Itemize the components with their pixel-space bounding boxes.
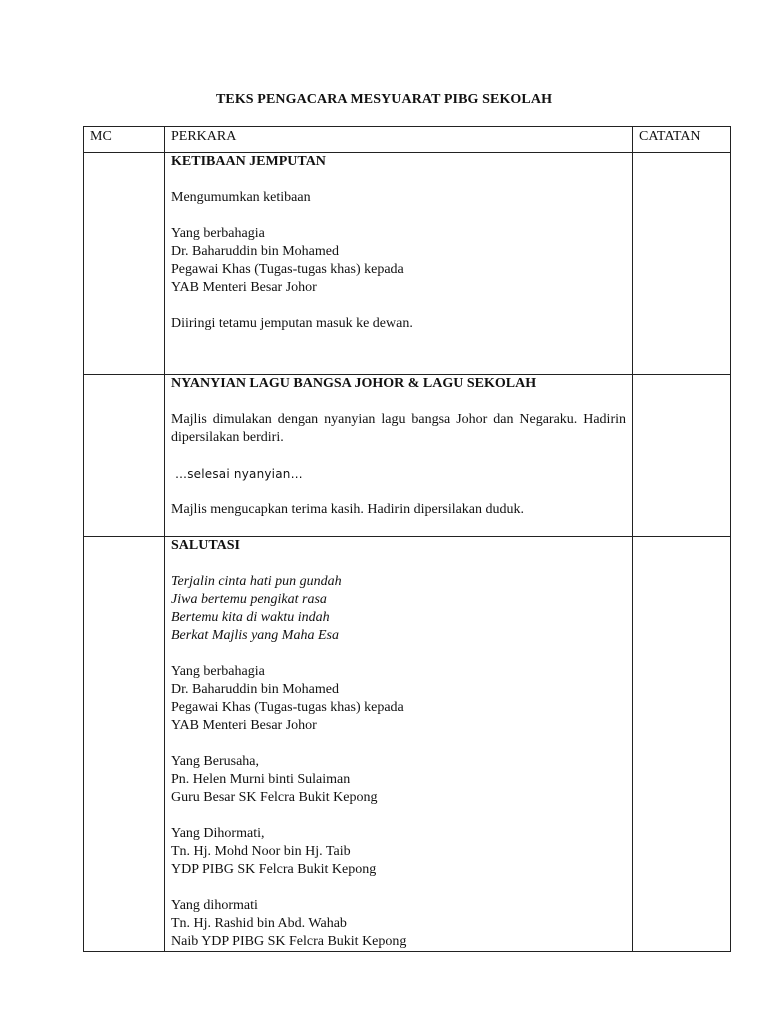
section-heading: KETIBAAN JEMPUTAN bbox=[171, 154, 326, 169]
pantun-line: Jiwa bertemu pengikat rasa bbox=[171, 592, 327, 607]
perkara-cell bbox=[165, 537, 633, 952]
text-line: Pn. Helen Murni binti Sulaiman bbox=[171, 772, 351, 787]
header-mc-cell bbox=[84, 127, 165, 153]
text-line: Dr. Baharuddin bin Mohamed bbox=[171, 244, 339, 259]
header-perkara: PERKARA bbox=[171, 129, 237, 144]
text-line: Pegawai Khas (Tugas-tugas khas) kepada bbox=[171, 262, 404, 277]
mc-cell bbox=[84, 375, 165, 537]
document-title: TEKS PENGACARA MESYUARAT PIBG SEKOLAH bbox=[215, 92, 553, 107]
text-line: YAB Menteri Besar Johor bbox=[171, 280, 317, 295]
text-line: Yang berbahagia bbox=[171, 664, 265, 679]
header-mc: MC bbox=[90, 129, 112, 144]
text-line: YDP PIBG SK Felcra Bukit Kepong bbox=[171, 862, 377, 877]
header-perkara-cell bbox=[165, 127, 633, 153]
table-row-ketibaan bbox=[84, 153, 731, 375]
paragraph: Majlis dimulakan dengan nyanyian lagu bangsa Johor dan Negaraku. Hadirin dipersilakan berdiri. bbox=[171, 412, 626, 445]
text-line: Tn. Hj. Rashid bin Abd. Wahab bbox=[171, 916, 347, 931]
paragraph: Mengumumkan ketibaan bbox=[171, 190, 311, 205]
text-line: YAB Menteri Besar Johor bbox=[171, 718, 317, 733]
text-line: Yang dihormati bbox=[171, 898, 258, 913]
text-line: Yang berbahagia bbox=[171, 226, 265, 241]
pantun-line: Bertemu kita di waktu indah bbox=[171, 610, 330, 625]
catatan-cell bbox=[633, 375, 731, 537]
catatan-cell bbox=[633, 153, 731, 375]
text-line: Pegawai Khas (Tugas-tugas khas) kepada bbox=[171, 700, 404, 715]
header-catatan: CATATAN bbox=[639, 129, 701, 144]
text-line: Tn. Hj. Mohd Noor bin Hj. Taib bbox=[171, 844, 351, 859]
table-row-salutasi bbox=[84, 537, 731, 952]
table-header-row bbox=[84, 127, 731, 153]
paragraph: Majlis mengucapkan terima kasih. Hadirin dipersilakan duduk. bbox=[171, 502, 525, 517]
header-catatan-cell bbox=[633, 127, 731, 153]
mc-cell bbox=[84, 537, 165, 952]
pantun-line: Berkat Majlis yang Maha Esa bbox=[171, 628, 339, 643]
perkara-cell bbox=[165, 153, 633, 375]
table-row-nyanyian bbox=[84, 375, 731, 537]
text-line: Yang Berusaha, bbox=[171, 754, 260, 769]
mc-cell bbox=[84, 153, 165, 375]
stage-note: …selesai nyanyian… bbox=[175, 467, 303, 481]
section-heading: SALUTASI bbox=[171, 538, 240, 553]
text-line: Dr. Baharuddin bin Mohamed bbox=[171, 682, 339, 697]
paragraph: Diiringi tetamu jemputan masuk ke dewan. bbox=[171, 316, 413, 331]
pantun-line: Terjalin cinta hati pun gundah bbox=[171, 574, 342, 589]
catatan-cell bbox=[633, 537, 731, 952]
section-heading: NYANYIAN LAGU BANGSA JOHOR & LAGU SEKOLAH bbox=[171, 376, 537, 391]
text-line: Guru Besar SK Felcra Bukit Kepong bbox=[171, 790, 378, 805]
meeting-script-table bbox=[83, 126, 731, 952]
text-line: Naib YDP PIBG SK Felcra Bukit Kepong bbox=[171, 934, 407, 949]
text-line: Yang Dihormati, bbox=[171, 826, 265, 841]
perkara-cell bbox=[165, 375, 633, 537]
